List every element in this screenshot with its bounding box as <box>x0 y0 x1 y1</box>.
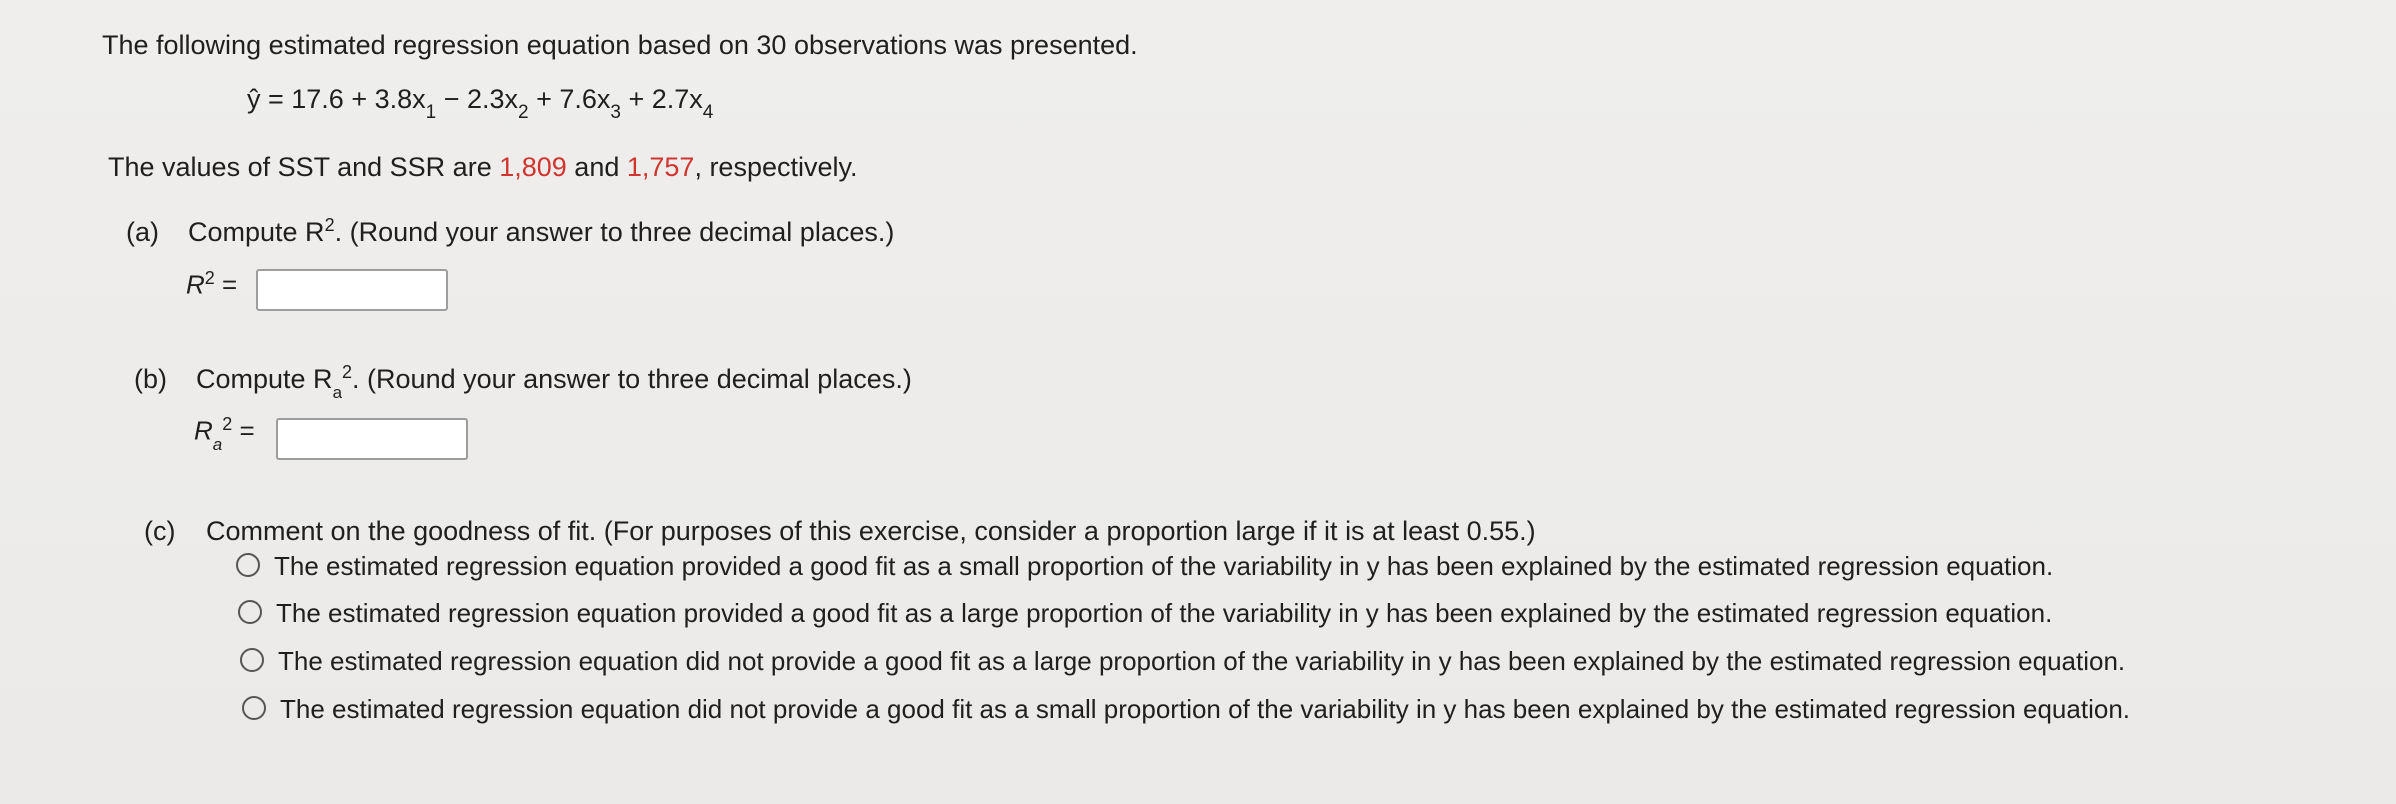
radio-option-4[interactable] <box>242 696 266 720</box>
equation-term-3: + 7.6x <box>528 84 611 114</box>
regression-equation <box>247 84 714 124</box>
option-3[interactable] <box>240 646 2125 677</box>
sst-ssr-text <box>108 152 858 183</box>
sst-prefix: The values of SST and SSR are <box>108 152 500 182</box>
option-2-text: The estimated regression equation provided a good fit as a large proportion of the variability in y has been explained by the estimated regression equation. <box>276 598 2053 628</box>
part-c-question <box>144 516 1536 547</box>
radio-option-2[interactable] <box>238 600 262 624</box>
option-4-text: The estimated regression equation did not provide a good fit as a small proportion of the variability in y has been explained by the estimated regression equation. <box>280 694 2130 724</box>
ssr-value: 1,757 <box>626 152 695 182</box>
ra-label: R <box>194 415 213 446</box>
r-label-sup: 2 <box>204 268 215 288</box>
ra-label-sub: a <box>212 434 223 454</box>
ra-label-sup: 2 <box>222 414 233 434</box>
r-label: R <box>186 269 205 300</box>
sst-mid: and <box>566 152 627 182</box>
sub-2: 2 <box>518 102 529 124</box>
sub-3: 3 <box>610 102 621 124</box>
sst-suffix: , respectively. <box>694 152 858 182</box>
option-1[interactable] <box>236 551 2053 582</box>
part-b-question <box>134 362 912 402</box>
part-b-text-after: . (Round your answer to three decimal places.) <box>352 364 912 394</box>
radio-option-3[interactable] <box>240 648 264 672</box>
equation-term-2: − 2.3x <box>436 84 519 114</box>
part-b-text: Compute R <box>196 364 333 394</box>
part-b-sub: a <box>332 383 343 402</box>
part-b-sup: 2 <box>342 362 353 382</box>
equation-term-4: + 2.7x <box>620 84 703 114</box>
part-c-label: (c) <box>144 516 176 546</box>
option-2[interactable] <box>238 598 2052 629</box>
part-c-text: Comment on the goodness of fit. (For purposes of this exercise, consider a proportion large if it is at least 0.55.) <box>206 516 1536 546</box>
radio-option-1[interactable] <box>236 553 260 577</box>
part-a-text: Compute R <box>188 217 325 247</box>
r-squared-input[interactable] <box>256 269 448 311</box>
part-b-label: (b) <box>134 364 167 394</box>
adjusted-r-squared-input[interactable] <box>276 418 468 460</box>
part-a-sup: 2 <box>324 215 335 235</box>
option-3-text: The estimated regression equation did not provide a good fit as a large proportion of the variability in y has been explained by the estimated regression equation. <box>278 646 2126 676</box>
option-1-text: The estimated regression equation provided a good fit as a small proportion of the variability in y has been explained by the estimated regression equation. <box>274 551 2054 581</box>
adjusted-r-squared-label: $R_a^2$ = <box>194 414 255 454</box>
sub-1: 1 <box>425 102 437 124</box>
sst-value: 1,809 <box>499 152 567 182</box>
equation-start: ŷ = 17.6 + 3.8x <box>247 84 426 114</box>
part-a-text-after: . (Round your answer to three decimal places.) <box>334 217 895 247</box>
sub-4: 4 <box>702 102 714 124</box>
option-4[interactable] <box>242 694 2130 725</box>
r-squared-label: $R^2$ = <box>186 268 238 300</box>
intro-text: The following estimated regression equation based on 30 observations was presented. <box>102 30 1138 60</box>
part-a-label: (a) <box>126 217 159 247</box>
part-a-question <box>126 215 894 248</box>
